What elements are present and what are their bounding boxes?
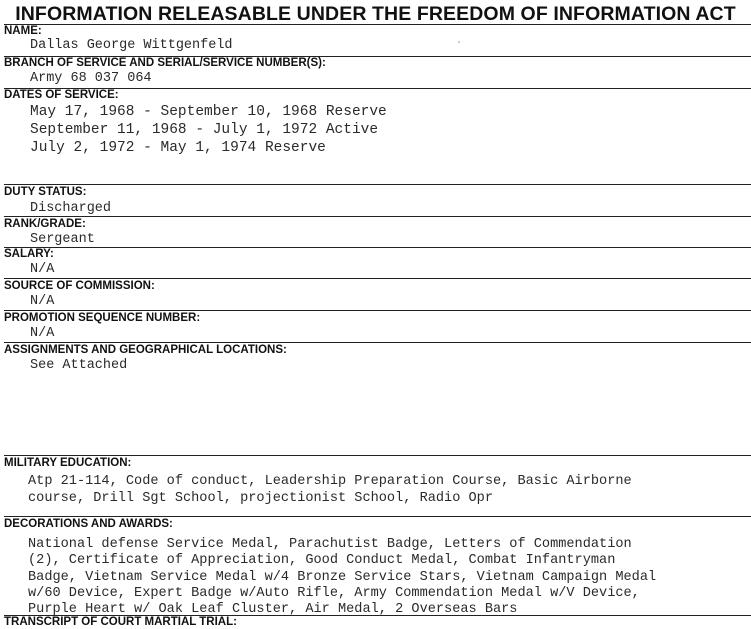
promotion-label: PROMOTION SEQUENCE NUMBER: [4, 312, 201, 324]
salary-label: SALARY: [4, 248, 54, 260]
duty-status-value: Discharged [30, 201, 112, 216]
divider [4, 247, 751, 248]
education-line: Atp 21-114, Code of conduct, Leadership Preparation Course, Basic Airborne [28, 474, 632, 489]
branch-label: BRANCH OF SERVICE AND SERIAL/SERVICE NUMBER(S): [4, 57, 326, 69]
dates-label: DATES OF SERVICE: [4, 89, 119, 101]
divider [4, 184, 751, 185]
divider [4, 310, 751, 311]
education-value [28, 474, 632, 507]
divider [4, 342, 751, 343]
decorations-line: w/60 Device, Expert Badge w/Auto Rifle, Army Commendation Medal w/V Device, [28, 585, 640, 601]
decorations-line: (2), Certificate of Appreciation, Good Conduct Medal, Combat Infantryman [28, 553, 616, 569]
document-title: INFORMATION RELEASABLE UNDER THE FREEDOM OF INFORMATION ACT [15, 3, 736, 25]
divider [4, 216, 751, 217]
dates-line: July 2, 1972 - May 1, 1974 Reserve [30, 140, 326, 156]
dates-line: September 11, 1968 - July 1, 1972 Active [30, 122, 379, 138]
divider [4, 278, 751, 279]
decorations-line: Badge, Vietnam Service Medal w/4 Bronze Service Stars, Vietnam Campaign Medal [28, 569, 657, 585]
decorations-line: National defense Service Medal, Parachutist Badge, Letters of Commendation [28, 537, 632, 552]
decorations-line: Purple Heart w/ Oak Leaf Cluster, Air Medal, 2 Overseas Bars [28, 602, 518, 618]
decorations-value [28, 537, 656, 618]
branch-value: Army 68 037 064 [30, 71, 152, 86]
rank-label: RANK/GRADE: [4, 218, 86, 230]
divider [4, 516, 751, 517]
commission-value: N/A [30, 294, 55, 309]
divider [4, 24, 751, 25]
name-value: Dallas George Wittgenfeld [30, 38, 233, 53]
assignments-label: ASSIGNMENTS AND GEOGRAPHICAL LOCATIONS: [4, 344, 287, 356]
assignments-value: See Attached [30, 358, 128, 373]
commission-label: SOURCE OF COMMISSION: [4, 280, 155, 292]
name-label: NAME: [4, 25, 42, 37]
decorations-label: DECORATIONS AND AWARDS: [4, 518, 173, 530]
promotion-value: N/A [30, 326, 55, 341]
dates-value [30, 103, 387, 157]
education-label: MILITARY EDUCATION: [4, 457, 132, 469]
divider [4, 455, 751, 456]
rank-value: Sergeant [30, 232, 95, 247]
transcript-label: TRANSCRIPT OF COURT MARTIAL TRIAL: [4, 616, 237, 628]
scan-speck [458, 41, 460, 43]
dates-line: May 17, 1968 - September 10, 1968 Reserve [30, 104, 387, 120]
education-line: course, Drill Sgt School, projectionist School, Radio Opr [28, 490, 493, 506]
salary-value: N/A [30, 262, 55, 277]
duty-status-label: DUTY STATUS: [4, 186, 87, 198]
